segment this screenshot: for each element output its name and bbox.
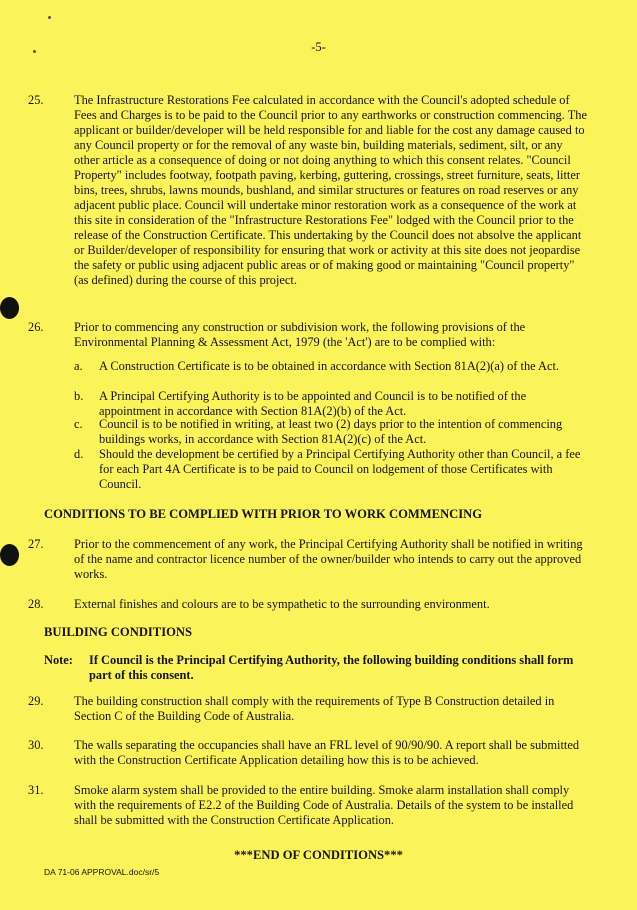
document-reference: DA 71-06 APPROVAL.doc/sr/5: [44, 867, 160, 877]
punch-hole-mark: [0, 297, 19, 319]
subcondition-d: [74, 447, 588, 492]
scan-speck: [48, 16, 51, 19]
section-heading-prior-to-work: CONDITIONS TO BE COMPLIED WITH PRIOR TO WORK COMMENCING: [44, 507, 483, 521]
note-text: If Council is the Principal Certifying Authority, the following building conditions shall form part of this consent.: [89, 653, 574, 682]
condition-28: [28, 597, 588, 612]
condition-text: External finishes and colours are to be sympathetic to the surrounding environment.: [74, 597, 490, 611]
condition-number: 25.: [28, 93, 44, 107]
condition-number: 30.: [28, 738, 44, 752]
subcondition-text: Council is to be notified in writing, at least two (2) days prior to the intention of commencing buildings works, in accordance with Section 81A(2)(c) of the Act.: [99, 417, 563, 446]
condition-number: 29.: [28, 694, 44, 708]
condition-text: Prior to commencing any construction or subdivision work, the following provisions of the Environmental Planning & Assessment Act, 1979 (the 'Act') are to be complied with:: [74, 320, 526, 349]
subcondition-text: A Construction Certificate is to be obtained in accordance with Section 81A(2)(a) of the Act.: [99, 359, 560, 373]
condition-25: [28, 93, 588, 288]
condition-number: 27.: [28, 537, 44, 551]
condition-26: [28, 320, 588, 350]
section-heading-building: BUILDING CONDITIONS: [44, 625, 193, 639]
subcondition-c: [74, 417, 588, 447]
subcondition-a: [74, 359, 588, 374]
condition-29: [28, 694, 588, 724]
subcondition-letter: a.: [74, 359, 83, 373]
subcondition-b: [74, 389, 588, 419]
subcondition-text: Should the development be certified by a Principal Certifying Authority other than Council, a fee for each Part 4A Certificate is to be paid to Council on lodgement of those Certificates with Council.: [99, 447, 581, 491]
subcondition-text: A Principal Certifying Authority is to be appointed and Council is to be notified of the appointment in accordance with Section 81A(2)(b) of the Act.: [99, 389, 527, 418]
condition-number: 28.: [28, 597, 44, 611]
subcondition-letter: b.: [74, 389, 84, 403]
page-number: -5-: [311, 40, 326, 54]
condition-number: 26.: [28, 320, 44, 334]
scan-speck: [33, 50, 36, 53]
end-of-conditions: ***END OF CONDITIONS***: [234, 848, 403, 862]
condition-number: 31.: [28, 783, 44, 797]
condition-27: [28, 537, 588, 582]
subcondition-letter: d.: [74, 447, 84, 461]
subcondition-letter: c.: [74, 417, 83, 431]
condition-text: The walls separating the occupancies shall have an FRL level of 90/90/90. A report shall be submitted with the Construction Certificate Application detailing how this is to be achieved.: [74, 738, 580, 767]
condition-text: The Infrastructure Restorations Fee calculated in accordance with the Council's adopted schedule of Fees and Charges is to be paid to the Council prior to any earthworks or construction commencing. The applicant or builder/developer will be held responsible for and liable for the cost any damage caused to any Council property or for the removal of any waste bin, building materials, sediment, silt, or any other article as a consequence of doing or not doing anything to which this consent relates. "Council Property" includes footway, footpath paving, kerbing, guttering, crossings, street furniture, seats, litter bins, trees, shrubs, lawns mounds, bushland, and similar structures or features on road reserves or any adjacent public place. Council will undertake minor restoration work as a consequence of the work at this site in consideration of the "Infrastructure Restorations Fee" lodged with the Council prior to the release of the Construction Certificate. This undertaking by the Council does not absolve the applicant or Builder/developer of responsibility for ensuring that work or activity at this site does not jeopardise the safety or public using adjacent public areas or of making good or maintaining "Council property" (as defined) during the course of this project.: [74, 93, 587, 287]
condition-30: [28, 738, 588, 768]
condition-text: Prior to the commencement of any work, the Principal Certifying Authority shall be notified in writing of the name and contractor licence number of the owner/builder who intends to carry out the approved works.: [74, 537, 583, 581]
note: [44, 653, 584, 683]
punch-hole-mark: [0, 544, 19, 566]
note-label: Note:: [44, 653, 73, 667]
condition-text: The building construction shall comply with the requirements of Type B Construction detailed in Section C of the Building Code of Australia.: [74, 694, 555, 723]
condition-text: Smoke alarm system shall be provided to the entire building. Smoke alarm installation shall comply with the requirements of E2.2 of the Building Code of Australia. Details of the system to be installed shall be submitted with the Construction Certificate Application.: [74, 783, 574, 827]
condition-31: [28, 783, 588, 828]
